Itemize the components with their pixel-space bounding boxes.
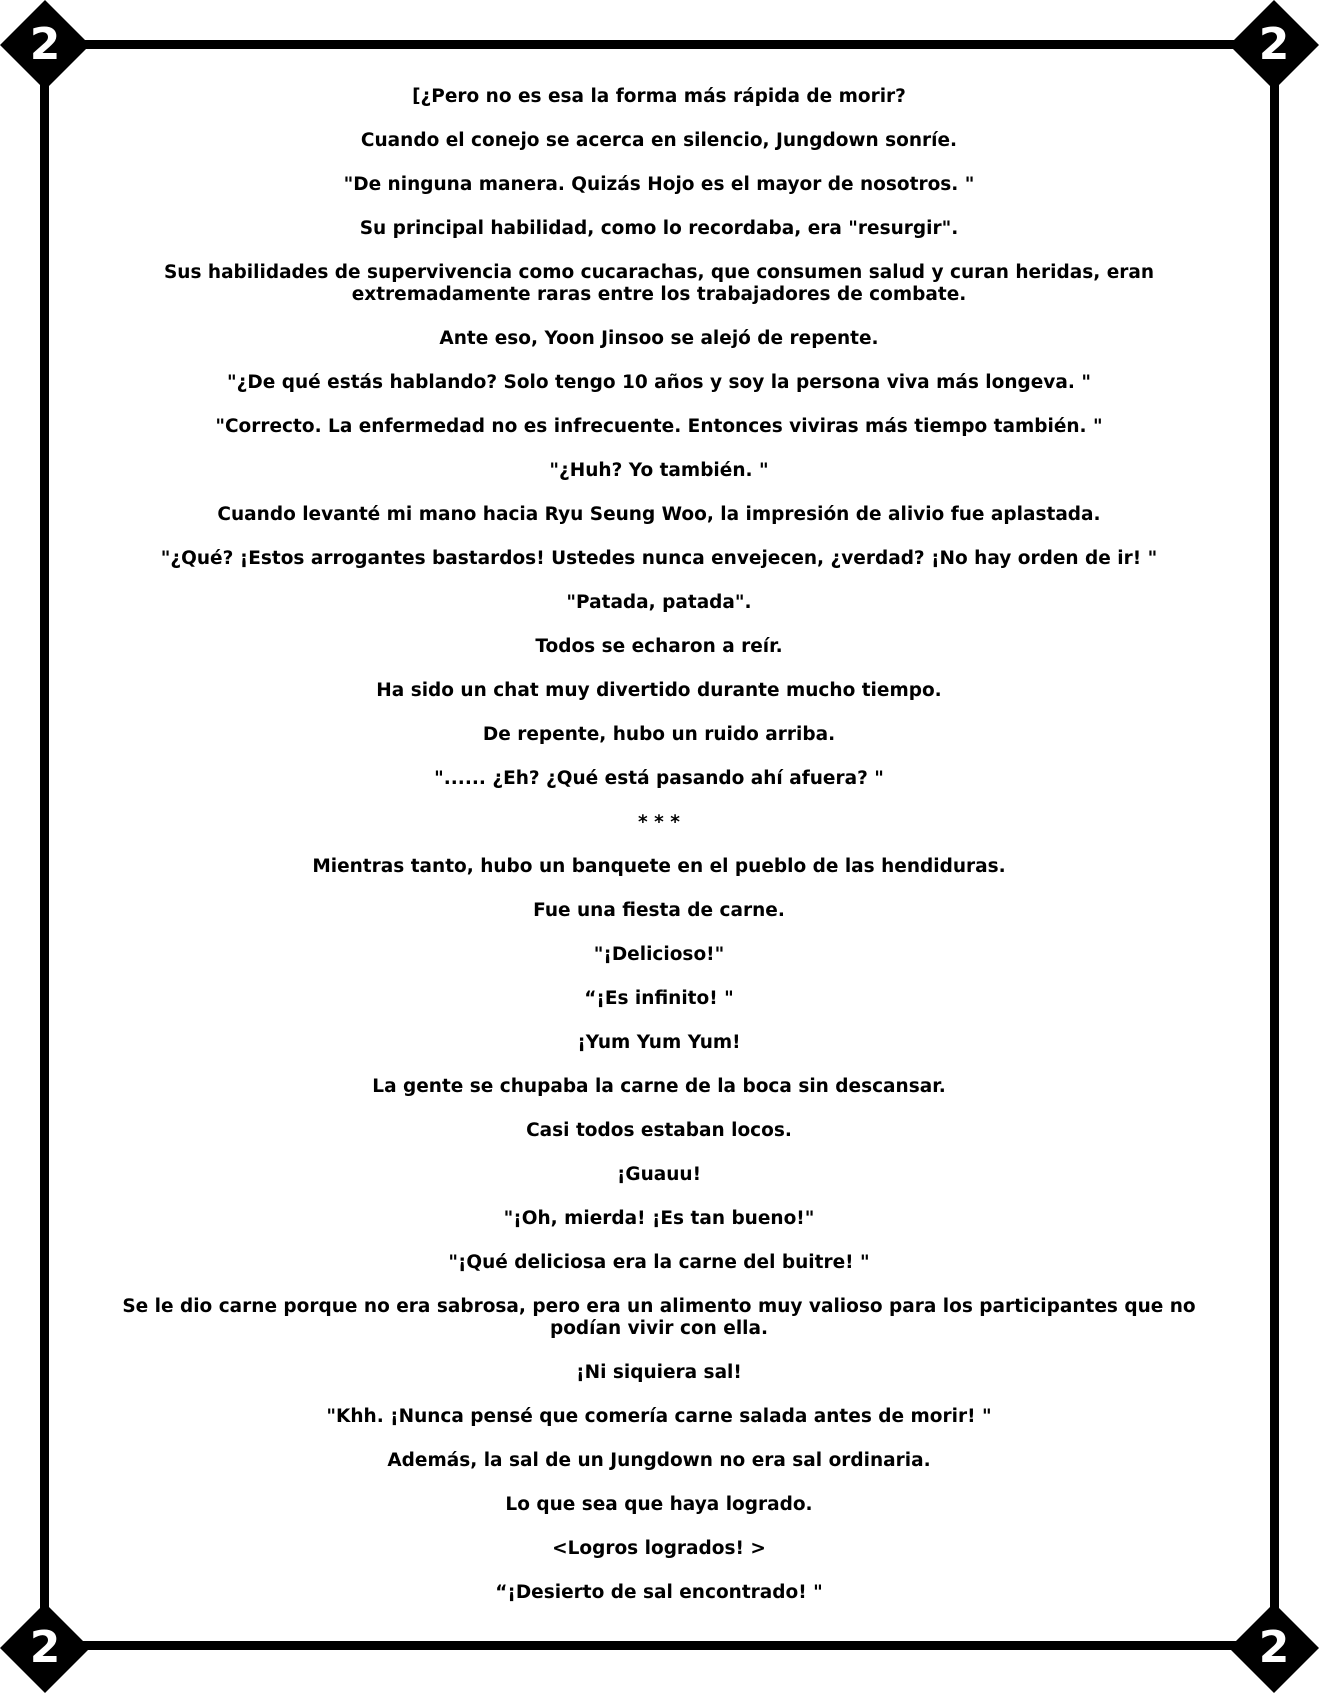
paragraph: Todos se echaron a reír. xyxy=(535,636,783,657)
paragraph: Cuando el conejo se acerca en silencio, Jungdown sonríe. xyxy=(360,130,958,151)
paragraph: "Correcto. La enfermedad no es infrecuente. Entonces viviras más tiempo también. " xyxy=(215,416,1103,437)
corner-number: 2 xyxy=(29,1622,61,1673)
paragraph: Mientras tanto, hubo un banquete en el pueblo de las hendiduras. xyxy=(312,856,1006,877)
paragraph: Casi todos estaban locos. xyxy=(526,1120,792,1141)
paragraph: Cuando levanté mi mano hacia Ryu Seung Woo, la impresión de alivio fue aplastada. xyxy=(217,504,1101,525)
frame-top-border xyxy=(44,40,1273,49)
document-body xyxy=(95,86,1223,1626)
frame-bottom-border xyxy=(44,1641,1273,1650)
scene-separator: * * * xyxy=(638,812,680,833)
paragraph: Se le dio carne porque no era sabrosa, pero era un alimento muy valioso para los participantes que no podían vivir con ella. xyxy=(122,1296,1196,1339)
paragraph: Ante eso, Yoon Jinsoo se alejó de repente. xyxy=(439,328,879,349)
paragraph: ¡Ni siquiera sal! xyxy=(576,1362,742,1383)
frame-left-border xyxy=(40,44,49,1647)
corner-badge-bottom-right xyxy=(1229,1603,1319,1693)
paragraph: "Patada, patada". xyxy=(566,592,752,613)
paragraph: "¡Oh, mierda! ¡Es tan bueno!" xyxy=(503,1208,815,1229)
paragraph: "¿De qué estás hablando? Solo tengo 10 años y soy la persona viva más longeva. " xyxy=(227,372,1091,393)
paragraph: Ha sido un chat muy divertido durante mucho tiempo. xyxy=(376,680,942,701)
paragraph: Además, la sal de un Jungdown no era sal ordinaria. xyxy=(387,1450,931,1471)
paragraph: Sus habilidades de supervivencia como cucarachas, que consumen salud y curan heridas, eran extremadamente raras entre los trabajadores de combate. xyxy=(163,262,1155,305)
paragraph: La gente se chupaba la carne de la boca sin descansar. xyxy=(372,1076,946,1097)
paragraph: De repente, hubo un ruido arriba. xyxy=(482,724,836,745)
frame-right-border xyxy=(1270,44,1279,1647)
paragraph: ¡Guauu! xyxy=(616,1164,702,1185)
paragraph: Su principal habilidad, como lo recordaba, era "resurgir". xyxy=(359,218,959,239)
paragraph: "¿Qué? ¡Estos arrogantes bastardos! Ustedes nunca envejecen, ¿verdad? ¡No hay orden de ir! " xyxy=(160,548,1158,569)
paragraph: "Khh. ¡Nunca pensé que comería carne salada antes de morir! " xyxy=(326,1406,992,1427)
paragraph: “¡Es infinito! " xyxy=(584,988,734,1009)
paragraph: "¡Qué deliciosa era la carne del buitre! " xyxy=(448,1252,870,1273)
paragraph: ¡Yum Yum Yum! xyxy=(577,1032,741,1053)
corner-number: 2 xyxy=(1258,19,1290,70)
corner-badge-top-right xyxy=(1229,0,1319,90)
corner-number: 2 xyxy=(29,19,61,70)
paragraph: Lo que sea que haya logrado. xyxy=(505,1494,813,1515)
paragraph: "¿Huh? Yo también. " xyxy=(549,460,769,481)
paragraph: “¡Desierto de sal encontrado! " xyxy=(495,1582,823,1603)
corner-badge-top-left xyxy=(0,0,90,90)
corner-number: 2 xyxy=(1258,1622,1290,1673)
corner-badge-bottom-left xyxy=(0,1603,90,1693)
paragraph: [¿Pero no es esa la forma más rápida de morir? xyxy=(412,86,906,107)
paragraph: "...... ¿Eh? ¿Qué está pasando ahí afuera? " xyxy=(434,768,884,789)
paragraph: <Logros logrados! > xyxy=(552,1538,766,1559)
paragraph: "De ninguna manera. Quizás Hojo es el mayor de nosotros. " xyxy=(343,174,975,195)
paragraph: "¡Delicioso!" xyxy=(593,944,725,965)
paragraph: Fue una fiesta de carne. xyxy=(533,900,785,921)
